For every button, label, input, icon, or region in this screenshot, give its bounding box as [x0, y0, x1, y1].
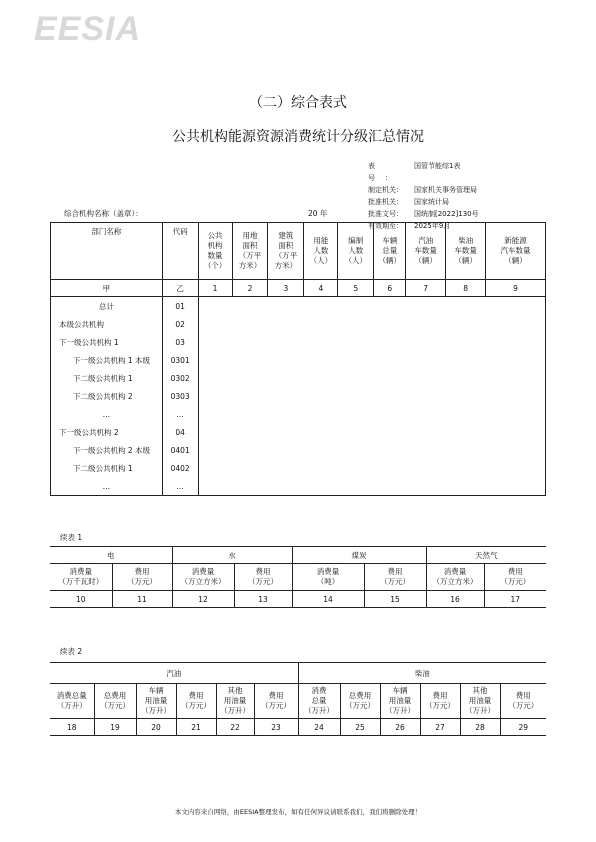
subheader-line: 其他 — [472, 686, 488, 695]
year-label: 20 年 — [308, 209, 328, 218]
subheader-line: 用油量 — [223, 696, 247, 705]
row-code: 0402 — [162, 459, 198, 477]
index-cell: 甲 — [51, 280, 163, 297]
index-cell: 18 — [50, 719, 94, 736]
group-header: 柴油 — [298, 663, 546, 684]
subheader-line: （万元） — [261, 701, 291, 710]
subheader-cell — [172, 564, 234, 591]
meta-key: 批准机关： — [368, 198, 403, 206]
subheader-cell — [136, 684, 176, 719]
group-header: 汽油 — [50, 663, 298, 684]
subheader-cell — [420, 684, 460, 719]
header-line: （辆） — [504, 256, 527, 265]
subheader-line: （万元） — [127, 577, 157, 586]
row-code: 0401 — [162, 441, 198, 459]
subheader-line: （万元） — [508, 701, 539, 710]
header-line: （辆） — [378, 256, 401, 265]
meta-key: 制定机关： — [368, 186, 403, 194]
meta-value: 国统制[2022]130号 — [414, 210, 479, 218]
index-cell: 乙 — [162, 280, 198, 297]
header-staff — [338, 223, 374, 280]
attached-table-1-groups — [50, 547, 546, 564]
header-line: 总量 — [382, 246, 398, 255]
header-nev — [486, 223, 546, 280]
index-cell: 22 — [216, 719, 254, 736]
attached-table-2-groups — [50, 663, 546, 684]
index-cell: 27 — [420, 719, 460, 736]
subheader-line: 车辆 — [148, 686, 164, 695]
header-line: 机构 — [207, 241, 223, 250]
row-code: 04 — [162, 423, 198, 441]
attached-table-2-caption: 续表 2 — [60, 647, 83, 656]
index-cell: 7 — [406, 280, 446, 297]
meta-value: 国管节能综1表 — [414, 162, 461, 170]
data-area — [198, 297, 545, 496]
subheader-line: （万元） — [380, 577, 410, 586]
attached-table-1-subheaders — [50, 564, 546, 591]
attached-table-1-index — [50, 591, 546, 608]
index-cell: 24 — [298, 719, 340, 736]
subheader-line: 费用 — [188, 691, 204, 700]
subheader-line: 费用 — [507, 567, 523, 576]
header-line: 柴油 — [458, 236, 474, 245]
subheader-line: 消费量 — [316, 567, 340, 576]
header-line: 汽油 — [418, 236, 434, 245]
subheader-line: 用油量 — [144, 696, 168, 705]
attached-table-1 — [50, 546, 546, 608]
subheader-line: 消费量 — [191, 567, 215, 576]
header-line: 用能 — [313, 236, 329, 245]
index-cell: 17 — [484, 591, 546, 608]
subheader-line: （万元） — [345, 701, 375, 710]
index-cell: 15 — [364, 591, 426, 608]
header-line: 用地 — [242, 231, 258, 240]
header-line: （万平 — [238, 251, 262, 260]
header-land-area — [232, 223, 268, 280]
subheader-cell — [94, 684, 136, 719]
row-code: 0303 — [162, 387, 198, 405]
index-cell: 28 — [460, 719, 500, 736]
header-line: 方米） — [274, 261, 298, 270]
subheader-line: （万元） — [181, 701, 211, 710]
subheader-cell — [292, 564, 364, 591]
table-row — [51, 297, 546, 316]
header-line: 面积 — [242, 241, 258, 250]
index-cell: 4 — [304, 280, 338, 297]
meta-row — [368, 196, 479, 208]
header-line: 方米） — [238, 261, 262, 270]
subheader-line: 费用 — [255, 567, 271, 576]
index-cell: 9 — [486, 280, 546, 297]
header-line: 车辆 — [382, 236, 398, 245]
index-cell: 20 — [136, 719, 176, 736]
subheader-line: 费用 — [387, 567, 403, 576]
subheader-line: 消费总量 — [56, 691, 87, 700]
subheader-line: 费用 — [432, 691, 448, 700]
subheader-line: （万元） — [100, 701, 130, 710]
row-name: 下二级公共机构 1 — [51, 369, 163, 387]
header-line: 编制 — [348, 236, 364, 245]
subheader-cell — [50, 684, 94, 719]
subheader-line: 费用 — [515, 691, 531, 700]
header-vehicles — [374, 223, 406, 280]
row-name: 下一级公共机构 1 — [51, 333, 163, 351]
index-cell: 21 — [176, 719, 216, 736]
meta-row — [368, 208, 479, 220]
meta-key: 表号： — [368, 162, 402, 182]
index-cell: 8 — [446, 280, 486, 297]
subheader-line: （万升） — [220, 706, 250, 715]
subheader-line: 费用 — [268, 691, 284, 700]
index-cell: 12 — [172, 591, 234, 608]
header-line: （人） — [344, 256, 368, 265]
index-cell: 23 — [254, 719, 298, 736]
header-line: （辆） — [454, 256, 477, 265]
footer-notice: 本文内容来自网络，由EESIA整理发布，如有任何异议请联系我们，我们将删除处理！ — [174, 808, 422, 816]
subheader-cell — [254, 684, 298, 719]
subheader-cell — [380, 684, 420, 719]
subheader-line: 其他 — [227, 686, 243, 695]
meta-key: 批准文号： — [368, 210, 403, 218]
subheader-line: （万升） — [304, 706, 334, 715]
subheader-cell — [176, 684, 216, 719]
header-line: 汽车数量 — [500, 246, 531, 255]
index-cell: 29 — [500, 719, 546, 736]
subheader-line: （万元） — [500, 577, 531, 586]
row-code: … — [162, 405, 198, 423]
subheader-cell — [460, 684, 500, 719]
row-name: 下一级公共机构 2 — [51, 423, 163, 441]
meta-row — [368, 184, 479, 196]
subheader-cell — [112, 564, 172, 591]
index-cell: 10 — [50, 591, 112, 608]
header-line: 人数 — [313, 246, 329, 255]
main-table — [50, 222, 546, 496]
meta-key: 有效期至： — [368, 222, 403, 230]
index-cell: 13 — [234, 591, 292, 608]
index-cell: 11 — [112, 591, 172, 608]
subheader-cell — [340, 684, 380, 719]
subheader-line: （万升） — [141, 706, 171, 715]
subheader-line: （万千瓦时） — [58, 577, 104, 586]
header-line: 数量 — [207, 251, 223, 260]
subheader-line: （万升） — [385, 706, 415, 715]
index-cell: 5 — [338, 280, 374, 297]
header-diesel-vehicles — [446, 223, 486, 280]
subheader-cell — [298, 684, 340, 719]
header-building-area — [268, 223, 304, 280]
subheader-line: 用油量 — [468, 696, 492, 705]
subheader-cell — [364, 564, 426, 591]
index-cell: 1 — [198, 280, 232, 297]
header-line: （人） — [309, 256, 333, 265]
subheader-cell — [500, 684, 546, 719]
index-cell: 2 — [232, 280, 268, 297]
row-code: 03 — [162, 333, 198, 351]
attached-table-2-subheaders — [50, 684, 546, 719]
meta-value: 国家统计局 — [414, 198, 449, 206]
subheader-cell — [426, 564, 484, 591]
subheader-line: 消费 — [311, 686, 327, 695]
index-cell: 14 — [292, 591, 364, 608]
header-line: 车数量 — [414, 246, 437, 255]
eesia-logo: EESIA — [34, 10, 142, 48]
meta-value: 2025年9月 — [414, 222, 451, 230]
header-row — [51, 223, 546, 280]
subheader-line: 总量 — [311, 696, 327, 705]
header-institutions — [198, 223, 232, 280]
subheader-line: 总费用 — [103, 691, 127, 700]
row-code: 01 — [162, 297, 198, 316]
index-cell: 3 — [268, 280, 304, 297]
header-line: 新能源 — [504, 236, 527, 245]
meta-row — [368, 160, 479, 184]
attached-table-1-caption: 续表 1 — [60, 533, 83, 542]
row-name: … — [51, 405, 163, 423]
subheader-cell — [484, 564, 546, 591]
header-line: （万平 — [274, 251, 298, 260]
group-header: 电 — [50, 547, 172, 564]
header-department: 部门名称 — [51, 223, 163, 280]
row-code: 0302 — [162, 369, 198, 387]
subheader-cell — [216, 684, 254, 719]
row-name: 下二级公共机构 2 — [51, 387, 163, 405]
subheader-cell — [234, 564, 292, 591]
index-cell: 16 — [426, 591, 484, 608]
group-header: 天然气 — [426, 547, 546, 564]
org-name-label: 综合机构名称（盖章）： — [64, 209, 143, 218]
group-header: 水 — [172, 547, 292, 564]
row-name: 总计 — [51, 297, 163, 316]
row-name: 下一级公共机构 1 本级 — [51, 351, 163, 369]
header-line: 车数量 — [454, 246, 477, 255]
index-cell: 6 — [374, 280, 406, 297]
header-energy-users — [304, 223, 338, 280]
header-line: 人数 — [348, 246, 364, 255]
subheader-line: 用油量 — [388, 696, 412, 705]
header-gasoline-vehicles — [406, 223, 446, 280]
index-cell: 25 — [340, 719, 380, 736]
row-code: 02 — [162, 315, 198, 333]
subheader-line: （万元） — [425, 701, 455, 710]
subheader-cell — [50, 564, 112, 591]
index-row — [51, 280, 546, 297]
header-line: 公共 — [207, 231, 223, 240]
index-cell: 26 — [380, 719, 420, 736]
header-line: （辆） — [414, 256, 437, 265]
header-line: 建筑 — [278, 231, 294, 240]
meta-value: 国家机关事务管理局 — [414, 186, 477, 194]
subheader-line: 车辆 — [392, 686, 408, 695]
row-code: … — [162, 477, 198, 496]
row-name: 下一级公共机构 2 本级 — [51, 441, 163, 459]
page-title: （二）综合表式 — [249, 95, 347, 111]
subheader-line: （万立方米） — [432, 577, 478, 586]
group-header: 煤炭 — [292, 547, 426, 564]
subheader-line: 消费量 — [69, 567, 92, 576]
row-name: 下二级公共机构 1 — [51, 459, 163, 477]
subheader-line: （万立方米） — [180, 577, 226, 586]
row-name: 本级公共机构 — [51, 315, 163, 333]
header-line: （个） — [203, 261, 227, 270]
subheader-line: 消费量 — [443, 567, 467, 576]
subheader-line: （吨） — [316, 577, 340, 586]
table-title: 公共机构能源资源消费统计分级汇总情况 — [172, 129, 424, 145]
subheader-line: （万升） — [56, 701, 87, 710]
header-code: 代码 — [162, 223, 198, 280]
index-cell: 19 — [94, 719, 136, 736]
subheader-line: （万升） — [465, 706, 495, 715]
row-name: … — [51, 477, 163, 496]
row-code: 0301 — [162, 351, 198, 369]
attached-table-2 — [50, 662, 546, 736]
subheader-line: 总费用 — [348, 691, 372, 700]
attached-table-2-index — [50, 719, 546, 736]
subheader-line: 费用 — [134, 567, 150, 576]
subheader-line: （万元） — [248, 577, 278, 586]
header-line: 面积 — [278, 241, 294, 250]
